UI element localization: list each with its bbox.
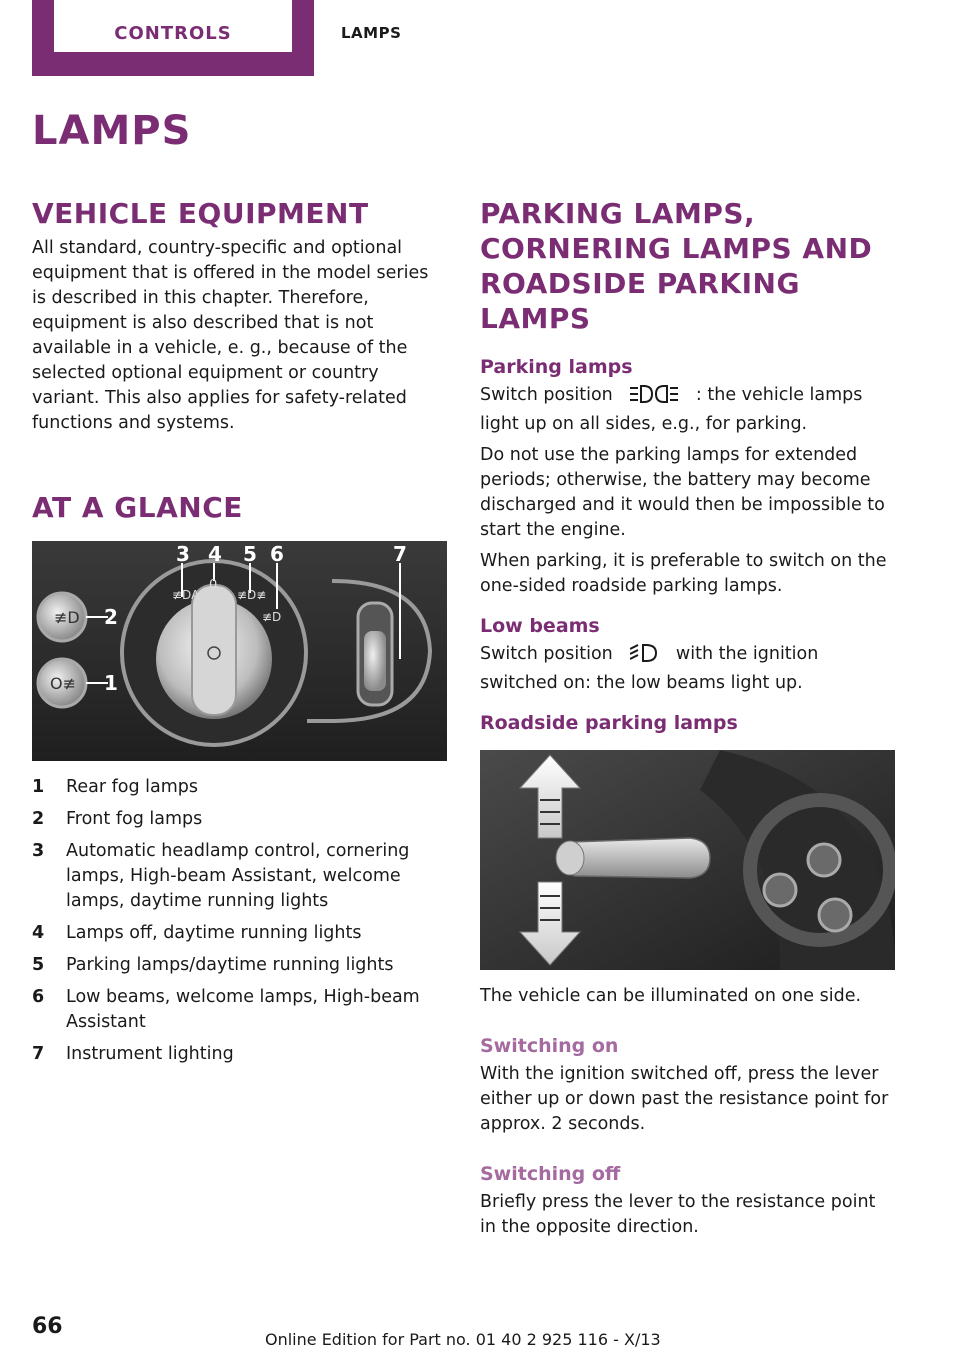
turn-signal-lever-image <box>480 750 895 970</box>
switching-off-text: Briefly press the lever to the resistance point in the opposite direction. <box>480 1192 876 1237</box>
vehicle-equipment-text: All standard, country-specific and optional equipment that is offered in the model series is described in this chapter. Therefore, equipment is also described that is not available in a vehicle, e. g., because of the selected optional equipment or country variant. This also applies for safety-related functions and systems. <box>32 238 429 433</box>
page-number: 66 <box>32 1314 63 1339</box>
roadside-parking-lamps-heading: Roadside parking lamps <box>480 712 738 734</box>
at-a-glance-legend <box>32 775 447 1067</box>
figure-label-7: 7 <box>393 542 407 566</box>
parking-lamps-heading: Parking lamps <box>480 356 633 378</box>
legend-item: 6 Low beams, welcome lamps, High-beam Assistant <box>32 987 420 1032</box>
figure-label-4: 4 <box>208 542 222 566</box>
parking-lamps-text-2: Do not use the parking lamps for extended periods; otherwise, the battery may become discharged and it would then be impossible to start the engine. <box>480 445 885 540</box>
roadside-caption: The vehicle can be illuminated on one side. <box>480 986 862 1006</box>
legend-item: 5 Parking lamps/daytime running lights <box>32 955 394 975</box>
section-tab-controls[interactable] <box>32 0 314 76</box>
figure-label-2: 2 <box>104 605 118 629</box>
vehicle-equipment-heading: VEHICLE EQUIPMENT <box>32 197 369 230</box>
dial-label-0: 0 <box>209 578 218 593</box>
left-column <box>32 196 447 1074</box>
svg-text:≢D: ≢D <box>262 610 282 624</box>
svg-text:≢D≢: ≢D≢ <box>237 588 267 602</box>
svg-text:≢DA: ≢DA <box>172 588 200 602</box>
legend-item: 3 Automatic headlamp control, cornering lamps, High-beam Assistant, welcome lamps, daytime running lights <box>32 841 410 911</box>
legend-item: 2 Front fog lamps <box>32 809 203 829</box>
low-beams-heading: Low beams <box>480 615 600 637</box>
footer-edition: Online Edition for Part no. 01 40 2 925 116 - X/13 <box>265 1330 661 1349</box>
parking-lamps-text-3: When parking, it is preferable to switch on the one-sided roadside parking lamps. <box>480 551 887 596</box>
low-beams-icon <box>630 643 658 671</box>
legend-item: 7 Instrument lighting <box>32 1044 234 1064</box>
parking-lamps-section-heading: PARKING LAMPS, CORNERING LAMPS AND ROADSIDE PARKING LAMPS <box>480 197 873 335</box>
section-tab-lamps[interactable]: LAMPS <box>341 24 402 42</box>
parking-lamps-text-1: Switch position : the vehicle lamps light up on all sides, e.g., for parking. <box>480 385 863 434</box>
svg-text:O≢: O≢ <box>50 674 76 693</box>
legend-item: 4 Lamps off, daytime running lights <box>32 923 362 943</box>
figure-label-3: 3 <box>176 542 190 566</box>
at-a-glance-heading: AT A GLANCE <box>32 491 243 524</box>
svg-text:≢D: ≢D <box>54 608 80 627</box>
page-title: LAMPS <box>32 108 192 154</box>
legend-item: 1 Rear fog lamps <box>32 777 199 797</box>
light-switch-panel-image <box>32 541 447 761</box>
section-tab-controls-label: CONTROLS <box>54 0 292 52</box>
switching-on-text: With the ignition switched off, press the lever either up or down past the resistance point for approx. 2 seconds. <box>480 1064 889 1134</box>
figure-label-6: 6 <box>270 542 284 566</box>
figure-label-1: 1 <box>104 671 118 695</box>
switching-on-heading: Switching on <box>480 1035 619 1057</box>
figure-label-5: 5 <box>243 542 257 566</box>
switching-off-heading: Switching off <box>480 1163 621 1185</box>
parking-lamps-icon <box>630 384 678 412</box>
low-beams-text: Switch position with the ignition switched on: the low beams light up. <box>480 644 819 693</box>
right-column <box>480 196 895 1240</box>
